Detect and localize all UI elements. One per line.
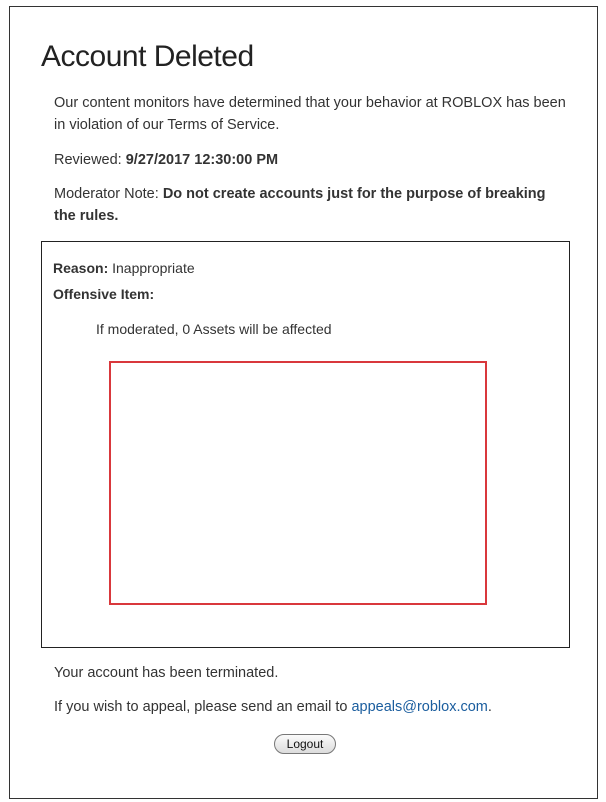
reviewed-line [54,149,278,171]
moderator-note-label: Moderator Note: [54,186,163,202]
page-title: Account Deleted [41,40,254,73]
termination-message: Your account has been terminated. [54,665,279,681]
offensive-item-preview [109,361,487,605]
reason-line [53,259,195,277]
reviewed-label: Reviewed: [54,152,126,168]
moderator-note-text: Do not create accounts just for the purpose of breaking the rules. [54,186,546,224]
appeal-suffix: . [487,699,492,715]
moderation-notice-container [9,6,598,799]
violation-message: Our content monitors have determined that your behavior at ROBLOX has been in violation of our Terms of Service. [54,95,566,133]
appeal-prefix: If you wish to appeal, please send an email to [54,699,352,715]
reason-value: Inappropriate [108,260,195,276]
reason-label: Reason: [53,260,109,276]
appeal-email-link[interactable]: appeals@roblox.com [351,699,488,715]
moderator-note [54,183,554,227]
logout-button[interactable]: Logout [274,734,336,754]
assets-affected-note: If moderated, 0 Assets will be affected [96,321,332,337]
offensive-item-label: Offensive Item: [53,286,155,302]
reason-panel [41,241,570,648]
reviewed-date: 9/27/2017 12:30:00 PM [125,152,279,168]
appeal-message [54,696,492,718]
